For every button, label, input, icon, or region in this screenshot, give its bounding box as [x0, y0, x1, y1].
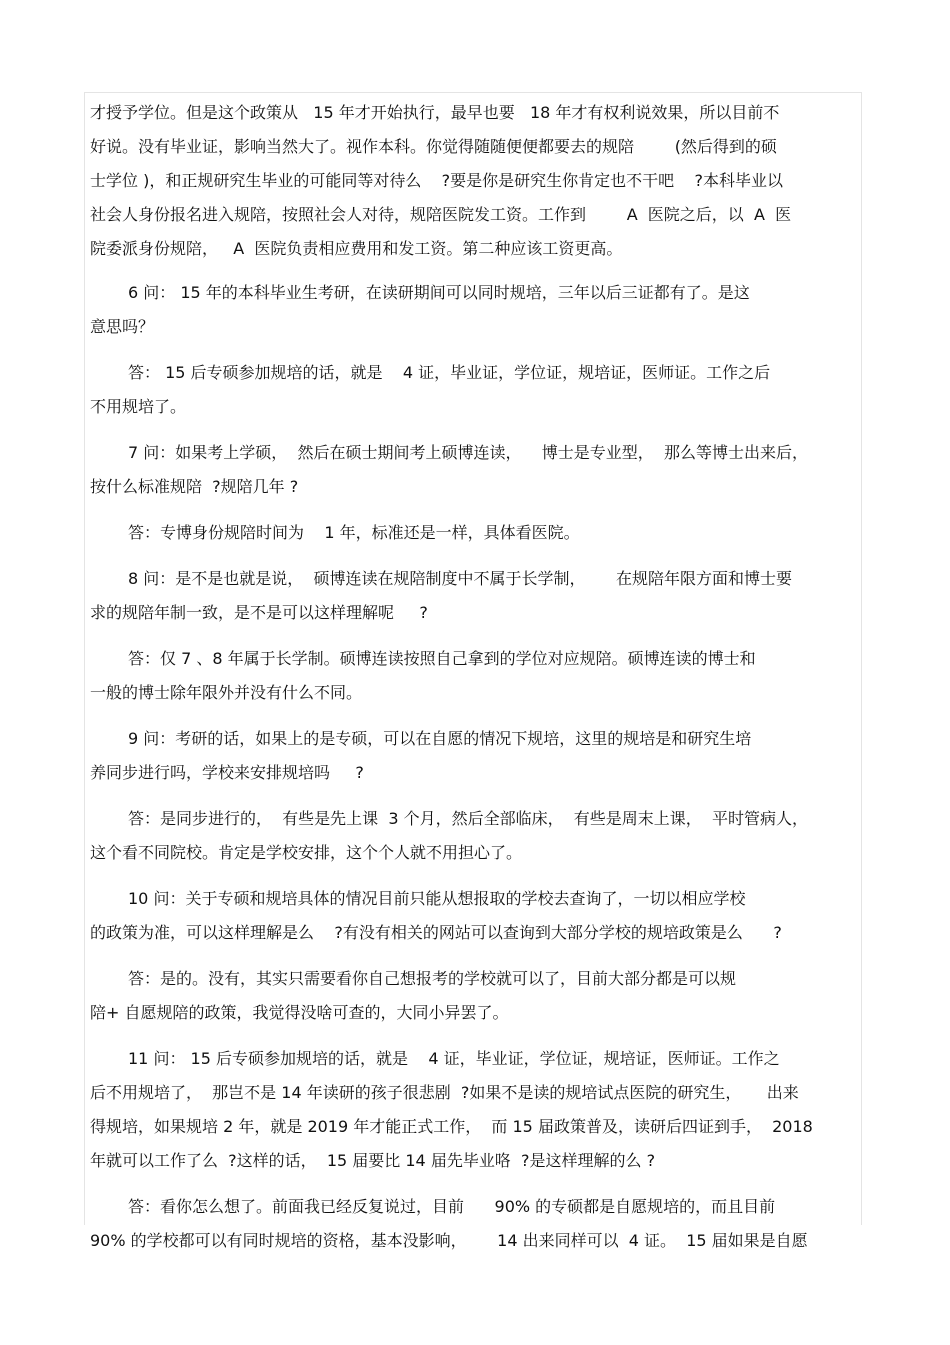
question-paragraph	[90, 882, 860, 950]
answer-paragraph	[90, 1190, 860, 1258]
text-line: 答：是同步进行的， 有些是先上课 3 个月，然后全部临床， 有些是周末上课， 平时管病人，	[128, 809, 808, 828]
text-line: 答：是的。没有，其实只需要看你自己想报考的学校就可以了，目前大部分都是可以规	[128, 969, 737, 988]
text-line: 按什么标准规陪 ?规陪几年 ?	[90, 477, 299, 496]
text-line: 社会人身份报名进入规陪，按照社会人对待，规陪医院发工资。工作到 A 医院之后，以 A 医	[90, 205, 792, 224]
answer-paragraph	[90, 356, 860, 424]
text-line: 6 问： 15 年的本科毕业生考研，在读研期间可以同时规培，三年以后三证都有了。是这	[128, 283, 750, 302]
continuation-paragraph	[90, 96, 860, 266]
text-line: 士学位 )，和正规研究生毕业的可能同等对待么 ?要是你是研究生你肯定也不干吧 ?本科毕业以	[90, 171, 784, 190]
text-line: 答：专博身份规陪时间为 1 年，标准还是一样，具体看医院。	[128, 523, 580, 542]
text-line: 好说。没有毕业证，影响当然大了。视作本科。你觉得随随便便都要去的规陪 (然后得到的硕	[90, 137, 777, 156]
text-line: 年就可以工作了么 ?这样的话， 15 届要比 14 届先毕业咯 ?是这样理解的么 ?	[90, 1151, 656, 1170]
text-line: 不用规培了。	[90, 397, 187, 416]
text-line: 得规培，如果规培 2 年，就是 2019 年才能正式工作， 而 15 届政策普及，读研后四证到手， 2018	[90, 1117, 813, 1136]
text-line: 的政策为准，可以这样理解是么 ?有没有相关的网站可以查询到大部分学校的规培政策是么 ?	[90, 923, 782, 942]
question-paragraph	[90, 276, 860, 344]
text-line: 答： 15 后专硕参加规培的话，就是 4 证，毕业证，学位证，规培证，医师证。工作之后	[128, 363, 771, 382]
answer-paragraph	[90, 516, 860, 550]
text-line: 一般的博士除年限外并没有什么不同。	[90, 683, 363, 702]
question-paragraph	[90, 1042, 860, 1178]
text-line: 后不用规培了， 那岂不是 14 年读研的孩子很悲剧 ?如果不是读的规培试点医院的研究生， 出来	[90, 1083, 799, 1102]
question-paragraph	[90, 562, 860, 630]
answer-paragraph	[90, 962, 860, 1030]
text-line: 这个看不同院校。肯定是学校安排，这个个人就不用担心了。	[90, 843, 523, 862]
answer-paragraph	[90, 802, 860, 870]
text-line: 才授予学位。但是这个政策从 15 年才开始执行，最早也要 18 年才有权利说效果，所以目前不	[90, 103, 780, 122]
document-body	[90, 96, 860, 1258]
text-line: 求的规陪年制一致，是不是可以这样理解呢 ?	[90, 603, 428, 622]
question-paragraph	[90, 722, 860, 790]
text-line: 9 问：考研的话，如果上的是专硕，可以在自愿的情况下规培，这里的规培是和研究生培	[128, 729, 752, 748]
text-line: 陪+ 自愿规陪的政策，我觉得没啥可查的，大同小异罢了。	[90, 1003, 509, 1022]
text-line: 院委派身份规陪， A 医院负责相应费用和发工资。第二种应该工资更高。	[90, 239, 623, 258]
text-line: 8 问：是不是也就是说， 硕博连读在规陪制度中不属于长学制， 在规陪年限方面和博士要	[128, 569, 792, 588]
text-line: 答：看你怎么想了。前面我已经反复说过，目前 90% 的专硕都是自愿规培的，而且目前	[128, 1197, 776, 1216]
text-line: 意思吗？	[90, 317, 155, 336]
text-line: 7 问：如果考上学硕， 然后在硕士期间考上硕博连读， 博士是专业型， 那么等博士出来后，	[128, 443, 808, 462]
question-paragraph	[90, 436, 860, 504]
text-line: 90% 的学校都可以有同时规培的资格，基本没影响， 14 出来同样可以 4 证。 15 届如果是自愿	[90, 1231, 808, 1250]
text-line: 答：仅 7 、8 年属于长学制。硕博连读按照自己拿到的学位对应规陪。硕博连读的博士和	[128, 649, 756, 668]
text-line: 10 问：关于专硕和规培具体的情况目前只能从想报取的学校去查询了，一切以相应学校	[128, 889, 746, 908]
text-line: 养同步进行吗，学校来安排规培吗 ?	[90, 763, 364, 782]
answer-paragraph	[90, 642, 860, 710]
text-line: 11 问： 15 后专硕参加规培的话，就是 4 证，毕业证，学位证，规培证，医师证。工作之	[128, 1049, 780, 1068]
